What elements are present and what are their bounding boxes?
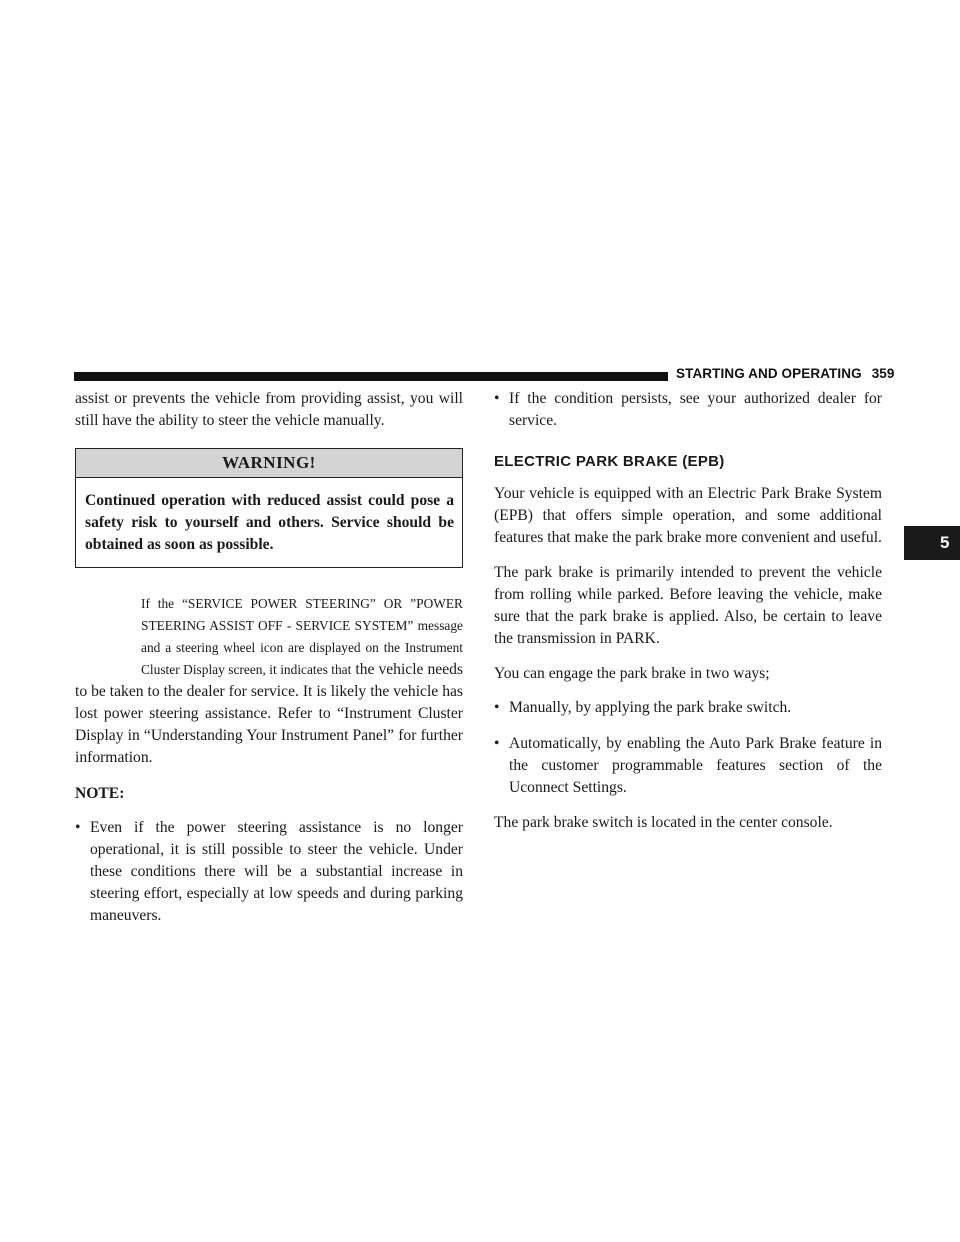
warning-box bbox=[75, 448, 463, 568]
bullet-icon: • bbox=[494, 390, 500, 407]
header-rule bbox=[74, 372, 668, 381]
note-list bbox=[75, 817, 463, 927]
epb-paragraph-1: Your vehicle is equipped with an Electric Park Brake System (EPB) that offers simple operation, and some additional features that make the park brake more convenient and useful. bbox=[494, 485, 882, 546]
icon-paragraph-rest: the vehicle needs to be taken to the dealer for service. It is likely the vehicle has lost power steering assistance. Refer to “Instrument Cluster Display in “Understanding Your Instrument Panel” for further information. bbox=[75, 661, 464, 766]
list-item: • Manually, by applying the park brake switch. bbox=[494, 697, 882, 719]
chapter-tab: 5 bbox=[904, 526, 960, 560]
list-item: • Even if the power steering assistance is no longer operational, it is still possible to steer the vehicle. Under these conditions there will be a substantial increase in steering effort, especially at low speeds and during parking maneuvers. bbox=[75, 819, 463, 924]
epb-paragraph-3: You can engage the park brake in two ways; bbox=[494, 665, 770, 682]
epb-paragraph-2: The park brake is primarily intended to prevent the vehicle from rolling while parked. Before leaving the vehicle, make sure that the park brake is applied. Also, be certain to leave the transmission in PARK. bbox=[494, 564, 882, 647]
engage-ways-list bbox=[494, 697, 882, 799]
list-item: • If the condition persists, see your authorized dealer for service. bbox=[494, 390, 882, 429]
epb-paragraph-4: The park brake switch is located in the center console. bbox=[494, 814, 833, 831]
warning-title: WARNING! bbox=[76, 449, 462, 478]
bullet-icon: • bbox=[494, 699, 500, 716]
bullet-icon: • bbox=[494, 735, 500, 752]
icon-paragraph-lead: If the “SERVICE POWER STEERING” OR ”POWER STEERING ASSIST OFF - SERVICE SYSTEM” message and a steering wheel icon are displayed on the Instrument Cluster Display screen, it indicates that bbox=[141, 596, 463, 677]
condition-list bbox=[494, 388, 882, 432]
intro-paragraph: assist or prevents the vehicle from providing assist, you will still have the ability to steer the vehicle manually. bbox=[75, 390, 463, 429]
page-number: 359 bbox=[871, 366, 895, 381]
steering-warning-paragraph bbox=[75, 593, 463, 769]
steering-wheel-icon bbox=[75, 593, 141, 681]
bullet-icon: • bbox=[75, 819, 81, 836]
section-heading: ELECTRIC PARK BRAKE (EPB) bbox=[494, 453, 725, 470]
list-item: • Automatically, by enabling the Auto Park Brake feature in the customer programmable features section of the Uconnect Settings. bbox=[494, 735, 882, 796]
left-column bbox=[75, 388, 463, 927]
warning-body: Continued operation with reduced assist could pose a safety risk to yourself and others. Service should be obtained as soon as possible. bbox=[85, 492, 454, 553]
section-title: STARTING AND OPERATING bbox=[676, 366, 862, 381]
right-column bbox=[494, 388, 882, 834]
running-header bbox=[676, 366, 895, 381]
note-label: NOTE: bbox=[75, 785, 125, 802]
